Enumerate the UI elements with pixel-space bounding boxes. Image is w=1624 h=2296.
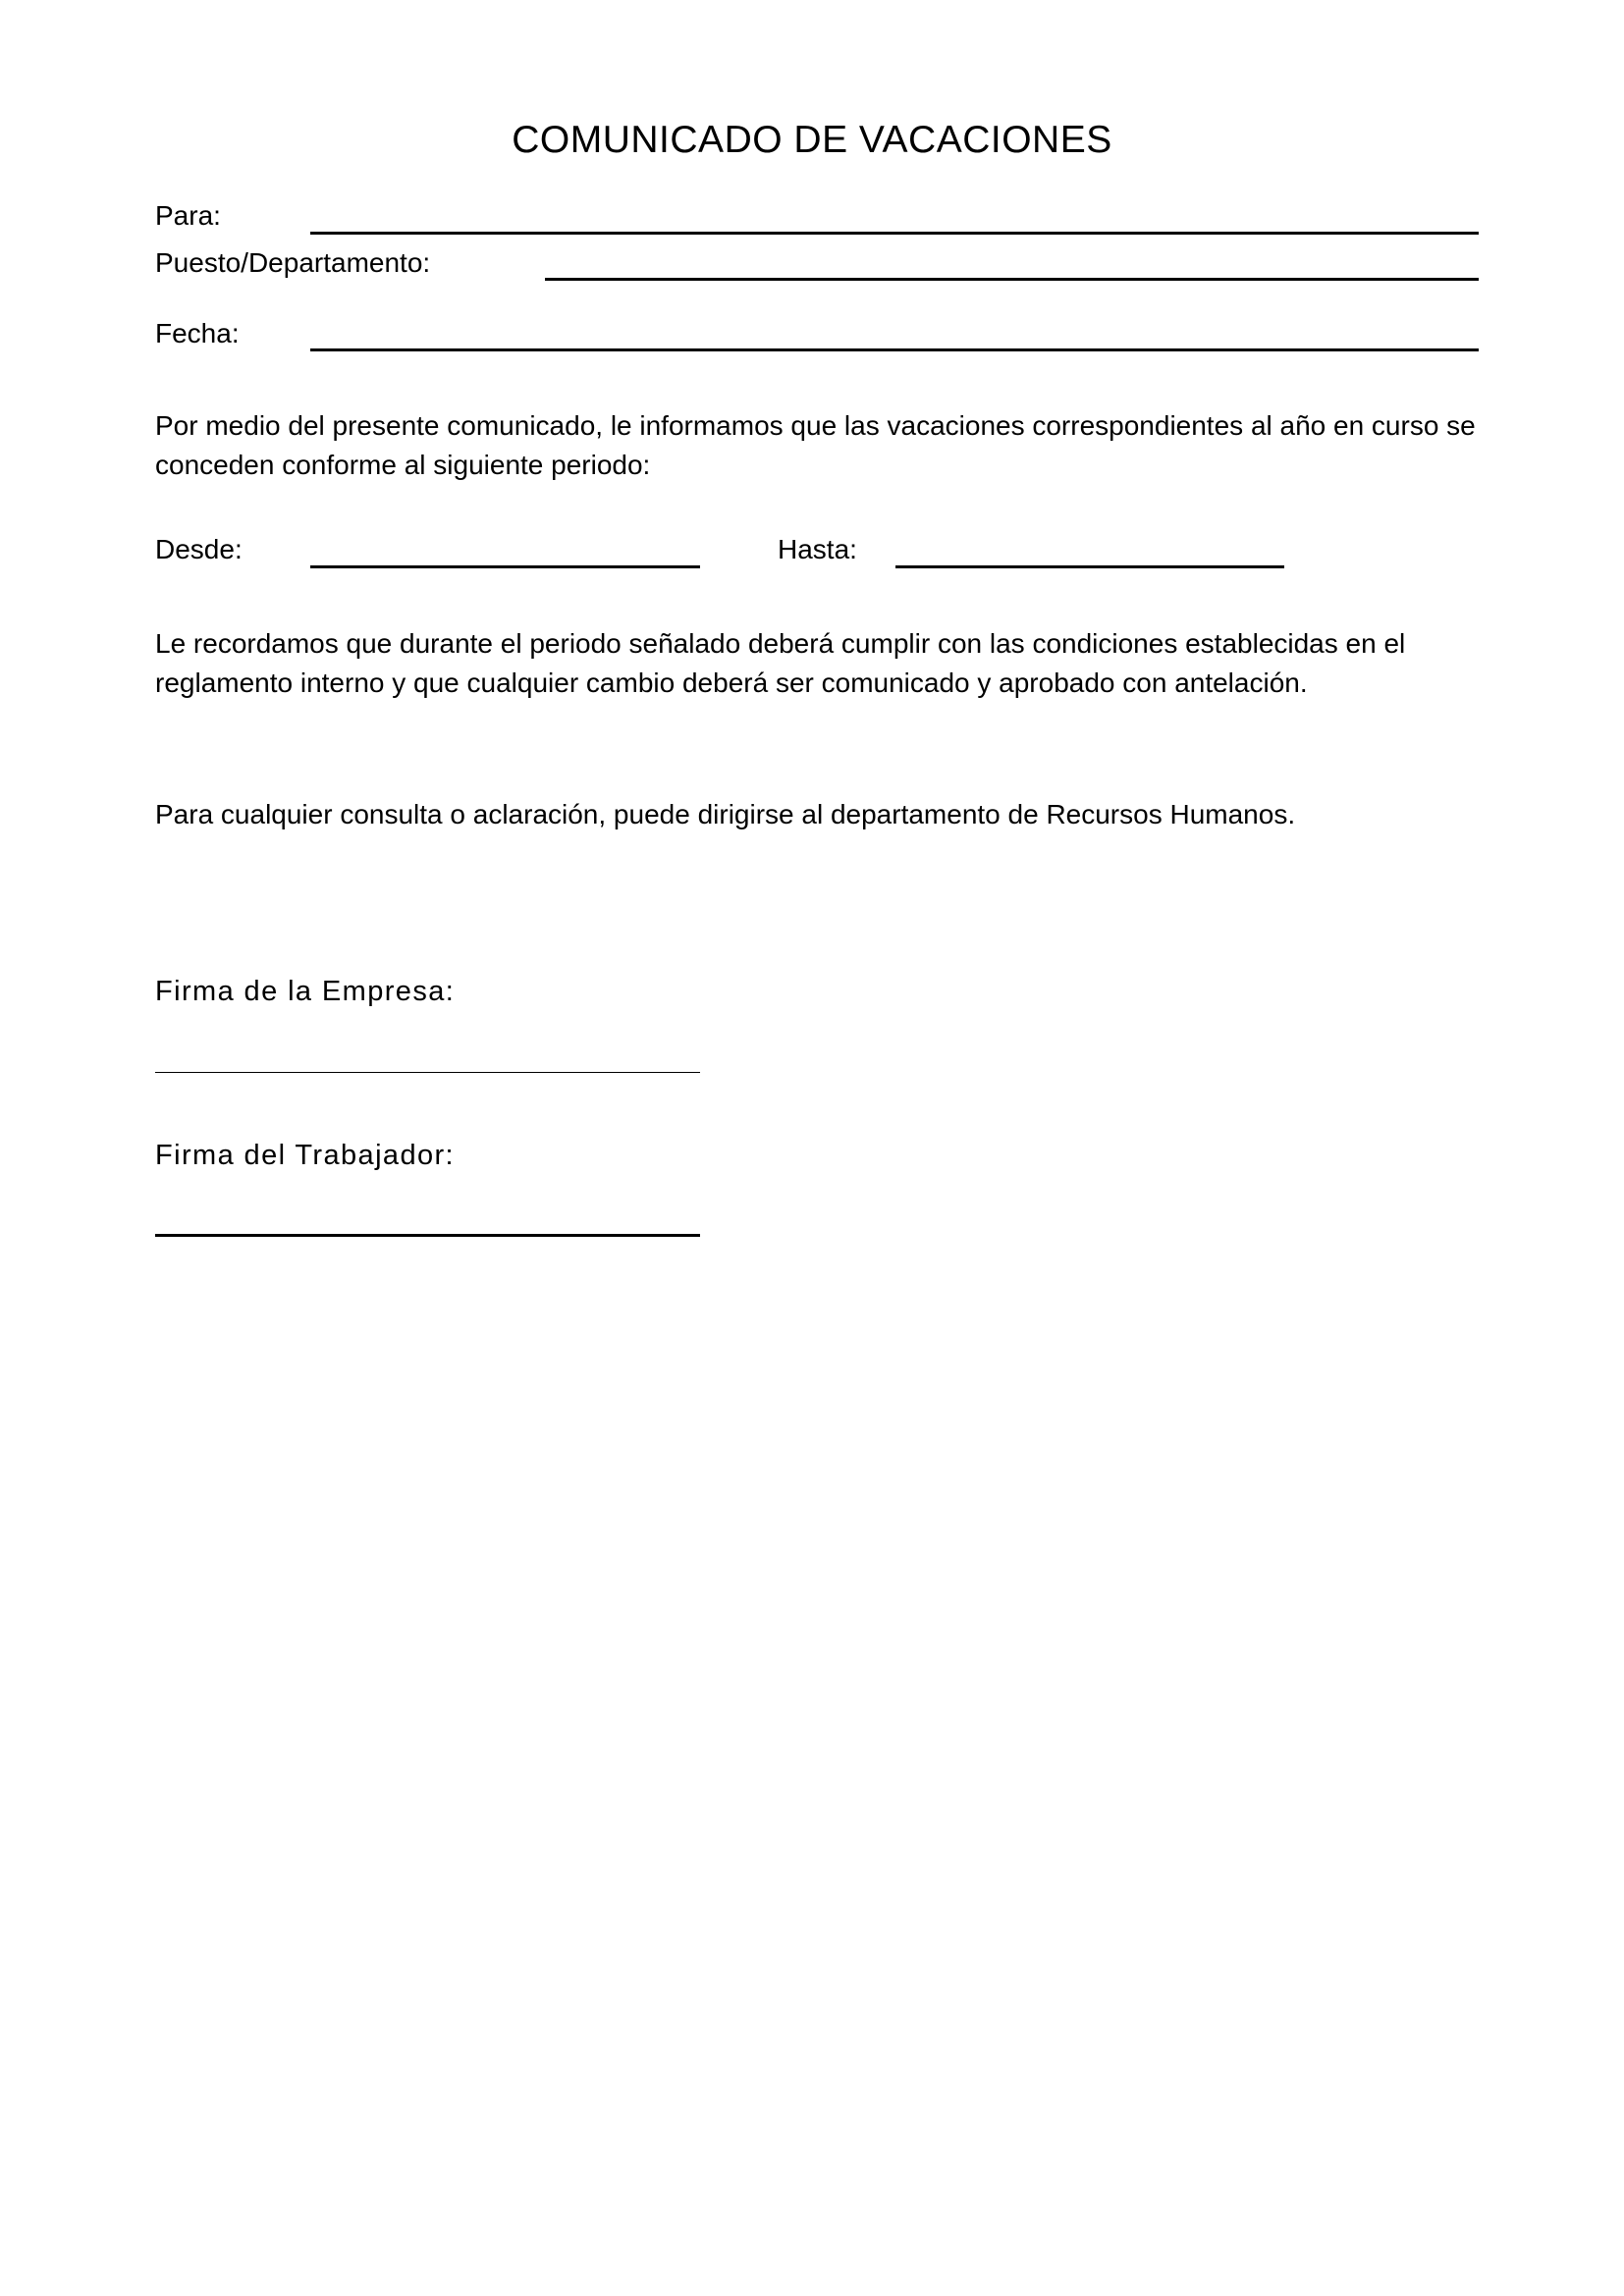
- fecha-label: Fecha:: [155, 318, 240, 348]
- firma-empresa-label: Firma de la Empresa:: [155, 976, 456, 1007]
- firma-trabajador-line[interactable]: [155, 1234, 700, 1237]
- reminder-line-1: Le recordamos que durante el periodo señalado deberá cumplir con las condiciones establecidas en el: [155, 628, 1406, 659]
- reminder-paragraph: [155, 624, 1530, 703]
- desde-label: Desde:: [155, 534, 243, 564]
- hasta-label: Hasta:: [778, 534, 857, 564]
- contact-line: Para cualquier consulta o aclaración, puede dirigirse al departamento de Recursos Humanos.: [155, 799, 1296, 829]
- para-field-line[interactable]: [310, 232, 1479, 235]
- document-title: COMUNICADO DE VACACIONES: [512, 119, 1112, 161]
- puesto-label: Puesto/Departamento:: [155, 247, 431, 278]
- fecha-field-line[interactable]: [310, 348, 1479, 351]
- firma-empresa-line[interactable]: [155, 1072, 700, 1073]
- desde-field-line[interactable]: [310, 565, 700, 568]
- reminder-line-2: reglamento interno y que cualquier cambio deberá ser comunicado y aprobado con antelación.: [155, 667, 1308, 698]
- intro-line-2: conceden conforme al siguiente periodo:: [155, 450, 651, 480]
- intro-paragraph: [155, 406, 1530, 485]
- contact-paragraph: [155, 795, 1530, 834]
- hasta-field-line[interactable]: [895, 565, 1284, 568]
- puesto-field-line[interactable]: [545, 278, 1479, 281]
- para-label: Para:: [155, 200, 221, 231]
- firma-trabajador-label: Firma del Trabajador:: [155, 1140, 456, 1171]
- intro-line-1: Por medio del presente comunicado, le informamos que las vacaciones correspondientes al año en curso se: [155, 410, 1476, 441]
